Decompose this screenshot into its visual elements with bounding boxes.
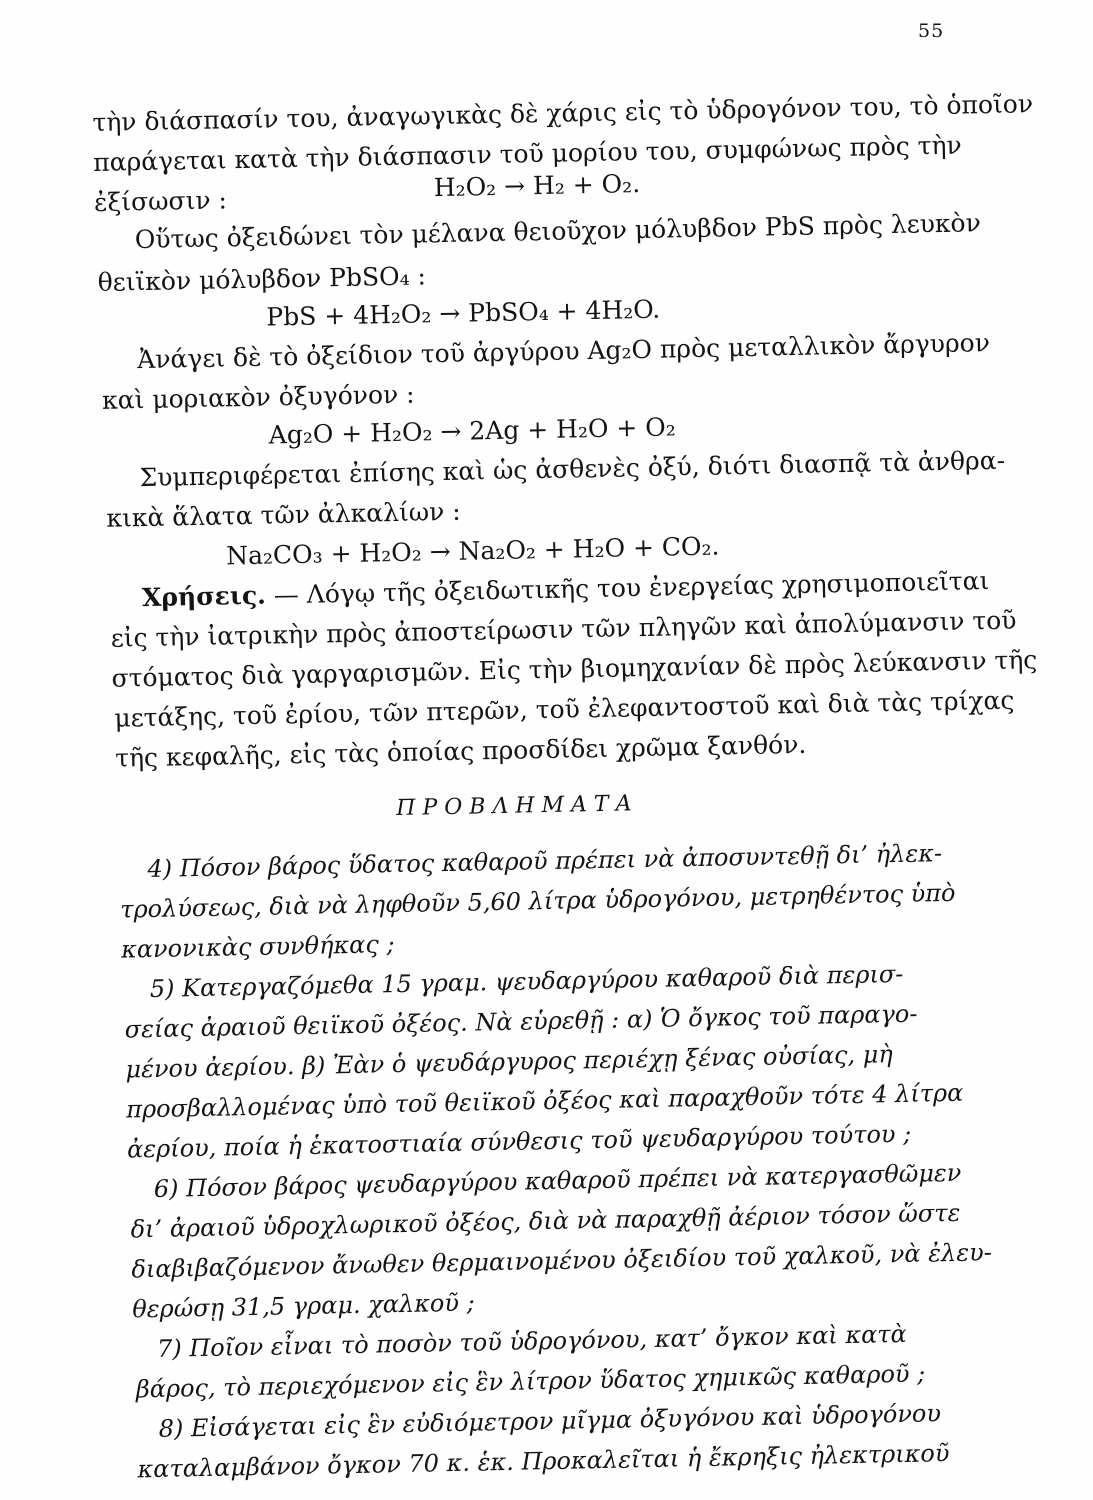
text-block — [92, 82, 1038, 1484]
text-line: εἰς τὴν ἰατρικὴν πρὸς ἀποστείρωσιν τῶν πληγῶν καὶ ἀπολύμανσιν τοῦ — [110, 605, 1017, 653]
equation: PbS + 4H₂O₂ → PbSO₄ + 4H₂O. — [266, 294, 661, 332]
problem-line: 5) Κατεργαζόμεθα 15 γραμ. ψευδαργύρου καθαροῦ διὰ περισ- — [149, 959, 904, 1004]
page-number: 55 — [918, 20, 945, 42]
uses-text: — Λόγῳ τῆς ὀξειδωτικῆς του ἐνεργείας χρησιμοποιεῖται — [265, 566, 990, 610]
text-line: παράγεται κατὰ τὴν διάσπασιν τοῦ μορίου του, συμφώνως πρὸς τὴν — [92, 130, 962, 177]
problem-line: 4) Πόσον βάρος ὕδατος καθαροῦ πρέπει νὰ ἀποσυντεθῇ δι’ ἠλεκ- — [147, 839, 943, 884]
text-line: καὶ μοριακὸν ὀξυγόνον : — [101, 379, 415, 415]
text-line: ἐξίσωσιν : — [93, 185, 228, 217]
uses-paragraph-lead — [142, 566, 990, 613]
text-line: μετάξης, τοῦ ἐρίου, τῶν πτερῶν, τοῦ ἐλεφαντοστοῦ καὶ διὰ τὰς τρίχας — [114, 685, 1015, 733]
problem-line: σείας ἀραιοῦ θειϊκοῦ ὀξέος. Νὰ εὑρεθῇ : α) Ὁ ὄγκος τοῦ παραγο- — [124, 999, 918, 1044]
text-line: θειϊκὸν μόλυβδον PbSO₄ : — [97, 261, 427, 297]
equation: Na₂CO₃ + H₂O₂ → Na₂O₂ + H₂O + CO₂. — [225, 531, 720, 571]
problem-line: βάρος, τὸ περιεχόμενον εἰς ἓν λίτρον ὕδατος χημικῶς καθαροῦ ; — [135, 1359, 926, 1404]
problem-line: θερώσῃ 31,5 γραμ. χαλκοῦ ; — [132, 1288, 475, 1324]
text-line: Συμπεριφέρεται ἐπίσης καὶ ὡς ἀσθενὲς ὀξύ, διότι διασπᾷ τὰ ἀνθρα- — [139, 445, 1006, 493]
problem-line: τρολύσεως, διὰ νὰ ληφθοῦν 5,60 λίτρα ὑδρογόνου, μετρηθέντος ὑπὸ — [119, 878, 956, 924]
problem-line: κανονικὰς συνθήκας ; — [120, 930, 395, 964]
problem-line: 7) Ποῖον εἶναι τὸ ποσὸν τοῦ ὑδρογόνου, κατ’ ὄγκον καὶ κατὰ — [156, 1319, 908, 1363]
problem-line: διαβιβαζόμενον ἄνωθεν θερμαινομένου ὀξειδίου τοῦ χαλκοῦ, νὰ ἐλευ- — [131, 1238, 993, 1284]
problems-heading: ΠΡΟΒΛΗΜΑΤΑ — [396, 791, 639, 822]
text-line: τῆς κεφαλῆς, εἰς τὰς ὁποίας προσδίδει χρῶμα ξανθόν. — [114, 729, 807, 773]
text-line: Ἀνάγει δὲ τὸ ὀξείδιον τοῦ ἀργύρου Ag₂O πρὸς μεταλλικὸν ἄργυρον — [136, 328, 991, 375]
text-line: τὴν διάσπασίν του, ἀναγωγικὰς δὲ χάρις εἰς τὸ ὑδρογόνον του, τὸ ὁποῖον — [92, 89, 1034, 137]
problem-line: δι’ ἀραιοῦ ὑδροχλωρικοῦ ὀξέος, διὰ νὰ παραχθῇ ἀέριον τόσον ὥστε — [130, 1198, 961, 1244]
problem-line: 8) Εἰσάγεται εἰς ἓν εὐδιόμετρον μῖγμα ὀξυγόνου καὶ ὑδρογόνου — [158, 1399, 942, 1443]
problem-line: 6) Πόσον βάρος ψευδαργύρου καθαροῦ πρέπει νὰ κατεργασθῶμεν — [153, 1158, 962, 1203]
problem-line: καταλαμβάνον ὄγκον 70 κ. ἑκ. Προκαλεῖται ἡ ἔκρηξις ἠλεκτρικοῦ — [137, 1439, 950, 1484]
equation: H₂O₂ → H₂ + O₂. — [433, 169, 641, 203]
text-line: κικὰ ἅλατα τῶν ἀλκαλίων : — [106, 496, 461, 533]
equation: Ag₂O + H₂O₂ → 2Ag + H₂O + O₂ — [268, 412, 677, 450]
problem-line: μένου ἀερίου. β) Ἐὰν ὁ ψευδάργυρος περιέχῃ ξένας οὐσίας, μὴ — [125, 1040, 893, 1084]
uses-label: Χρήσεις. — [141, 580, 267, 613]
problem-line: ἀερίου, ποία ἡ ἑκατοστιαία σύνθεσις τοῦ ψευδαργύρου τούτου ; — [126, 1119, 912, 1164]
text-line: Οὕτως ὀξειδώνει τὸν μέλανα θειοῦχον μόλυβδον PbS πρὸς λευκὸν — [134, 208, 982, 255]
text-line: στόματος διὰ γαργαρισμῶν. Εἰς τὴν βιομηχανίαν δὲ πρὸς λεύκανσιν τῆς — [111, 645, 1038, 693]
problem-line: προσβαλλομένας ὑπὸ τοῦ θειϊκοῦ ὀξέος καὶ παραχθοῦν τότε 4 λίτρα — [125, 1078, 964, 1124]
